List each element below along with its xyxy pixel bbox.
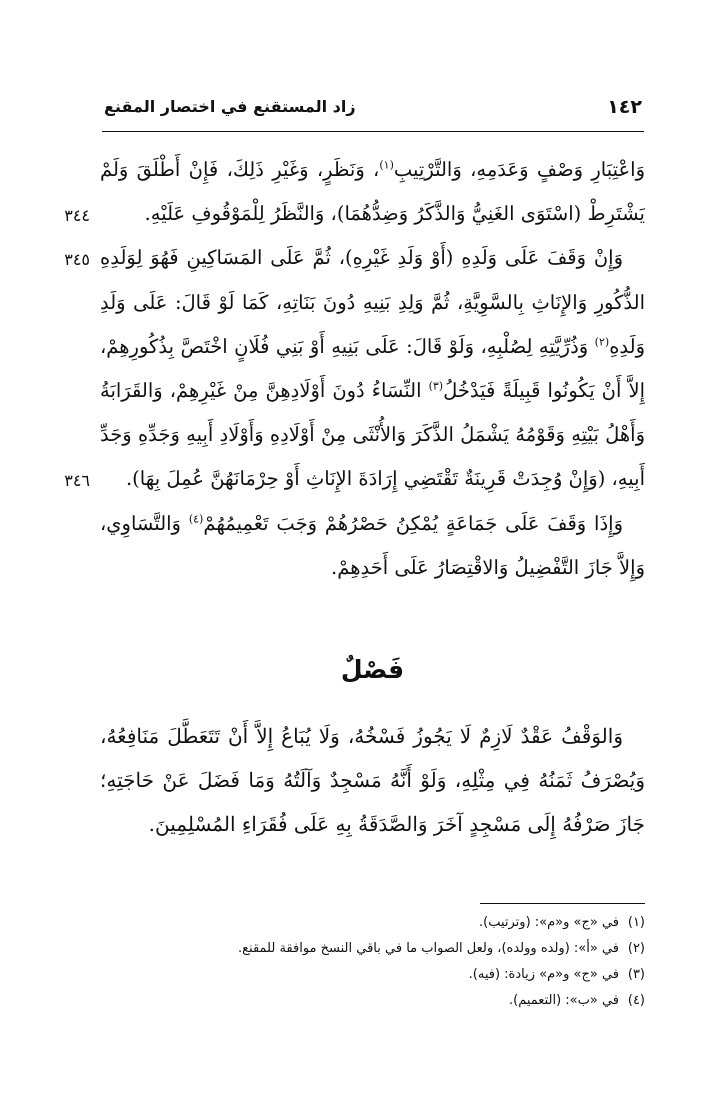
footnote-4: [100, 988, 645, 1014]
footnote-number: (٢): [627, 941, 645, 956]
running-header: [104, 96, 642, 126]
footnote-text: في «ج» و«م» زيادة: (فيه).: [468, 967, 619, 982]
footnote-3: [100, 962, 645, 988]
header-divider: [102, 131, 644, 132]
paragraph-3-text-b: وَالتَّسَاوِي، وَإِلاَّ جَازَ التَّفْضِيلُ وَالاقْتِصَارُ عَلَى أَحَدِهِمْ.: [100, 511, 645, 579]
paragraph-1: [100, 148, 645, 236]
footnote-text: في «أ»: (ولده وولده)، ولعل الصواب ما في باقي النسخ موافقة للمقنع.: [237, 941, 619, 956]
footnote-text: في «ب»: (التعميم).: [509, 993, 619, 1008]
footnote-2: [100, 936, 645, 962]
page-number: ١٤٢: [607, 96, 642, 118]
section-heading: فَصْلٌ: [340, 655, 405, 684]
footnote-number: (٤): [627, 993, 645, 1008]
margin-number-345: ٣٤٥: [64, 250, 90, 269]
section-body-text: [100, 714, 645, 846]
footnote-ref-3: (٣): [428, 379, 444, 393]
paragraph-2-text-b: وَذُرِّيَّتِهِ لِصُلْبِهِ، وَلَوْ قَالَ: عَلَى بَنِيهِ أَوْ بَنِي فُلَانٍ اخْتَصَّ بِذُكُورِهِمْ، إِلاَّ أَنْ يَكُونُوا قَبِيلَةً فَيَدْخُلُ: [100, 334, 645, 403]
footnote-text: في «ج» و«م»: (وترتيب).: [478, 915, 619, 930]
footnote-divider: [480, 903, 645, 904]
book-title: زاد المستقنع في اختصار المقنع: [104, 97, 356, 116]
paragraph-2-text-a: وَإِنْ وَقَفَ عَلَى وَلَدِهِ (أَوْ وَلَدِ غَيْرِهِ)، ثُمَّ عَلَى المَسَاكِينِ فَهُوَ لِوَلَدِهِ الذُّكُورِ وَالإِنَاثِ بِالسَّوِيَّةِ، ثُمَّ وَلِدِ بَنِيهِ دُونَ بَنَاتِهِ، كَمَا لَوْ قَالَ: عَلَى وَلَدِ وَلَدِهِ: [100, 246, 645, 358]
margin-number-346: ٣٤٦: [64, 471, 90, 490]
margin-number-344: ٣٤٤: [64, 206, 90, 225]
main-body-text: [100, 148, 645, 590]
footnote-ref-2: (٢): [594, 335, 610, 349]
section-paragraph: وَالوَقْفُ عَقْدٌ لَازِمٌ لَا يَجُوزُ فَسْخُهُ، وَلَا يُبَاعُ إِلاَّ أَنْ تَتَعَطَّلَ مَنَافِعُهُ، وَيُصْرَفُ ثَمَنُهُ فِي مِثْلِهِ، وَلَوْ أَنَّهُ مَسْجِدٌ وَآلَتُهُ وَمَا فَضَلَ عَنْ حَاجَتِهِ؛ جَازَ صَرْفُهُ إِلَى مَسْجِدٍ آخَرَ وَالصَّدَقَةُ بِهِ عَلَى فُقَرَاءِ المُسْلِمِينَ.: [100, 724, 645, 836]
paragraph-1-text-a: وَاعْتِبَارِ وَصْفٍ وَعَدَمِهِ، وَالتَّرْتِيبِ: [393, 158, 645, 181]
footnote-ref-4: (٤): [188, 512, 204, 526]
paragraph-3-text-a: وَإِذَا وَقَفَ عَلَى جَمَاعَةٍ يُمْكِنُ حَصْرُهُمْ وَجَبَ تَعْمِيمُهُمْ: [203, 511, 623, 535]
footnote-ref-1: (١): [379, 158, 394, 172]
paragraph-2: [100, 236, 645, 501]
footnotes: [100, 910, 645, 1014]
footnote-number: (١): [627, 915, 645, 930]
footnote-number: (٣): [627, 967, 645, 982]
paragraph-1-text-b: ، وَنَظَرٍ، وَغَيْرِ ذَلِكَ، فَإِنْ أَطْلَقَ وَلَمْ يَشْتَرِطْ (اسْتَوَى الغَنِيُّ وَالذَّكَرُ وَضِدُّهُمَا)، وَالنَّظَرُ لِلْمَوْقُوفِ عَلَيْهِ.: [100, 158, 645, 226]
paragraph-3: [100, 502, 645, 590]
paragraph-2-text-c: النِّسَاءُ دُونَ أَوْلَادِهِنَّ مِنْ غَيْرِهِمْ، وَالقَرَابَةُ وَأَهْلُ بَيْتِهِ وَقَوْمُهُ يَشْمَلُ الذَّكَرَ وَالأُنْثَى مِنْ أَوْلَادِهِ وَأَوْلَادِ أَبِيهِ وَجَدِّهِ وَجَدِّ أَبِيهِ، (وَإِنْ وُجِدَتْ قَرِينَةٌ تَقْتَضِي إِرَادَةَ الإِنَاثِ أَوْ حِرْمَانَهُنَّ عُمِلَ بِهَا).: [100, 379, 645, 491]
footnote-1: [100, 910, 645, 936]
